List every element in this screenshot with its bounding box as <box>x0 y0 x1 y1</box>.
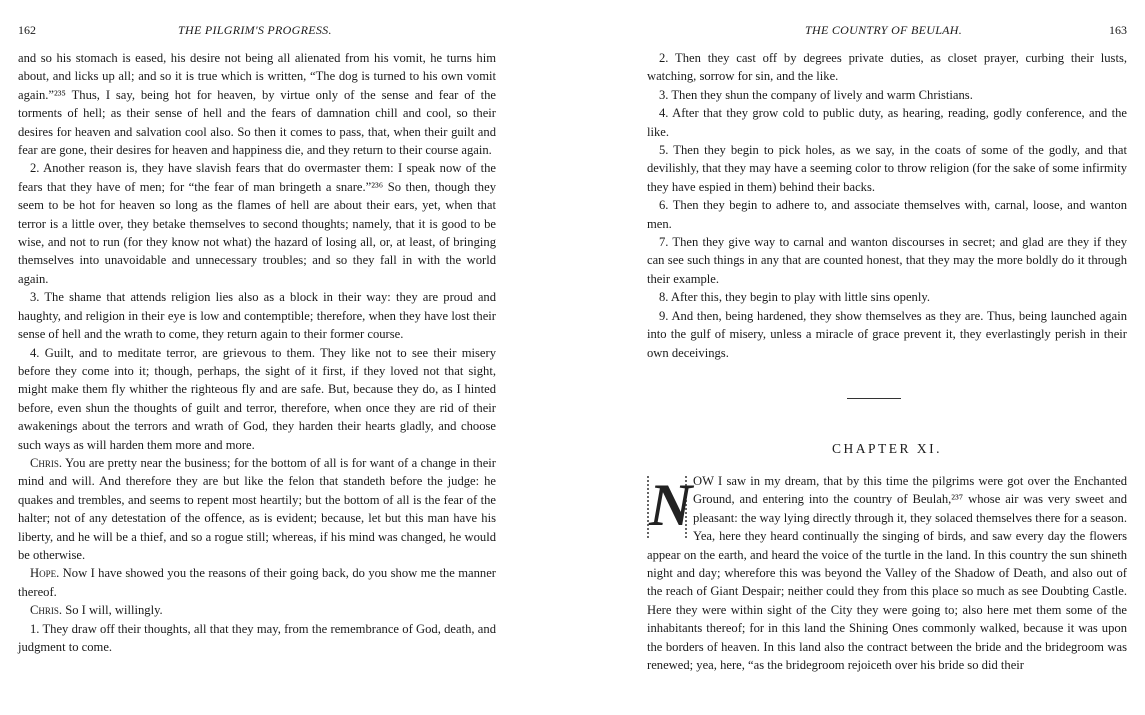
right-page <box>647 0 1127 673</box>
paragraph: and so his stomach is eased, his desire not being all alienated from his vomit, he turns him about, and licks up all; and so it is true which is written, “The dog is turned to his own vomit again.”²³⁵ Thus, I say, being hot for heaven, by virtue only of the sense and fear of the torments of hell; as their sense of hell and the fears of damnation chill and cool, so their desires for heaven and salvation cool also. So then it comes to pass, that, when their guilt and fear are gone, their desires for heaven and happiness die, and they return to their course again. <box>18 51 496 158</box>
right-body-text <box>647 49 1127 362</box>
paragraph: 3. The shame that attends religion lies also as a block in their way: they are proud and haughty, and religion in their eye is low and contemptible; therefore, when they have lost their sense of hell and the wrath to come, they return again to their former course. <box>18 290 496 342</box>
paragraph: 2. Another reason is, they have slavish fears that do overmaster them: I speak now of the fears that they have of men; for “the fear of man bringeth a snare.”²³⁶ So then, though they seem to be hot for heaven so long as the flames of hell are about their ears, yet, when that terror is a little over, they betake themselves to second thoughts; namely, that it is good to be wise, and not to run (for they know not what) the hazard of losing all, or, at least, of bringing themselves into unavoidable and unnecessary troubles; and so they fall in with the world again. <box>18 161 496 286</box>
drop-cap: N <box>649 472 693 538</box>
dialogue-text: So I will, willingly. <box>65 603 163 618</box>
left-page-number: 162 <box>18 23 36 37</box>
left-running-head <box>18 0 496 37</box>
chapter-text <box>647 472 1127 674</box>
dialogue-paragraph <box>18 454 496 564</box>
left-page <box>18 0 496 654</box>
left-body-text <box>18 49 496 656</box>
dialogue-paragraph <box>18 564 496 601</box>
chapter-heading: CHAPTER XI. <box>831 441 942 456</box>
dialogue-text: You are pretty near the business; for the bottom of all is for want of a change in their mind and will. And therefore they are but like the felon that standeth before the judge: he quakes and trembles, and seems to repent most heartily; but the bottom of all is the fear of the halter; not of any detestation of the offence, as is evident; because, let but this man have his liberty, and he will be a thief, and so a rogue still; whereas, if his mind was changed, he would be otherwise. <box>18 455 496 562</box>
right-running-head <box>647 0 1127 37</box>
list-item: 4. After that they grow cold to public duty, as hearing, reading, godly conference, and the like. <box>647 106 1127 139</box>
list-item: 7. Then they give way to carnal and wanton discourses in secret; and glad are they if they can see such things in any that are counted honest, that they may the more boldly do it through their example. <box>647 235 1127 286</box>
right-running-title: THE COUNTRY OF BEULAH. <box>805 23 963 37</box>
speaker-label: Chris. <box>30 603 63 618</box>
paragraph: 1. They draw off their thoughts, all that they may, from the remembrance of God, death, and judgment to come. <box>18 621 496 654</box>
section-divider <box>847 398 901 399</box>
chapter-paragraph: OW I saw in my dream, that by this time the pilgrims were got over the Enchanted Ground, and entering into the country of Beulah,²³⁷ whose air was very sweet and pleasant: the way lying directly through it, they solaced themselves there for a season. Yea, here they heard continually the singing of birds, and saw every day the flowers appear on the earth, and heard the voice of the turtle in the land. In this country the sun shineth night and day; wherefore this was beyond the Valley of the Shadow of Death, and also out of the reach of Giant Despair; neither could they from this place so much as see Doubting Castle. Here they were within sight of the City they were going to; also here met them some of the inhabitants thereof; for in this land the Shining Ones commonly walked, because it was upon the borders of heaven. In this land also the contract between the bride and the bridegroom was renewed; yea, here, “as the bridegroom rejoiceth over his bride so did their <box>647 474 1127 673</box>
list-item: 8. After this, they begin to play with little sins openly. <box>659 290 930 305</box>
speaker-label: Chris. <box>30 455 63 470</box>
list-item: 5. Then they begin to pick holes, as we say, in the coats of some of the godly, and that devilishly, that they may have a seeming color to throw religion (for the sake of some infirmity they have espied in them) behind their backs. <box>647 143 1127 194</box>
right-page-number: 163 <box>1109 23 1127 37</box>
list-item: 3. Then they shun the company of lively and warm Christians. <box>659 87 973 102</box>
left-running-title: THE PILGRIM'S PROGRESS. <box>178 23 332 37</box>
speaker-label: Hope. <box>30 566 60 581</box>
paragraph: 4. Guilt, and to meditate terror, are grievous to them. They like not to see their misery before they come into it; though, perhaps, the sight of it first, if they loved not that sight, might make them fly whither the righteous fly and are safe. But, because they do, as I hinted before, even shun the thoughts of guilt and terror, therefore, when once they are rid of their awakenings about the terrors and wrath of God, they harden their hearts gladly, and choose such ways as will harden them more and more. <box>18 345 496 452</box>
list-item: 9. And then, being hardened, they show themselves as they are. Thus, being launched again into the gulf of misery, unless a miracle of grace prevent it, they everlastingly perish in their own deceivings. <box>647 308 1127 360</box>
list-item: 6. Then they begin to adhere to, and associate themselves with, carnal, loose, and wanton men. <box>647 198 1127 231</box>
dialogue-paragraph <box>18 601 496 619</box>
list-item: 2. Then they cast off by degrees private duties, as closet prayer, curbing their lusts, watching, sorrow for sin, and the like. <box>647 51 1127 84</box>
dialogue-text: Now I have showed you the reasons of their going back, do you show me the manner thereof. <box>18 566 496 599</box>
